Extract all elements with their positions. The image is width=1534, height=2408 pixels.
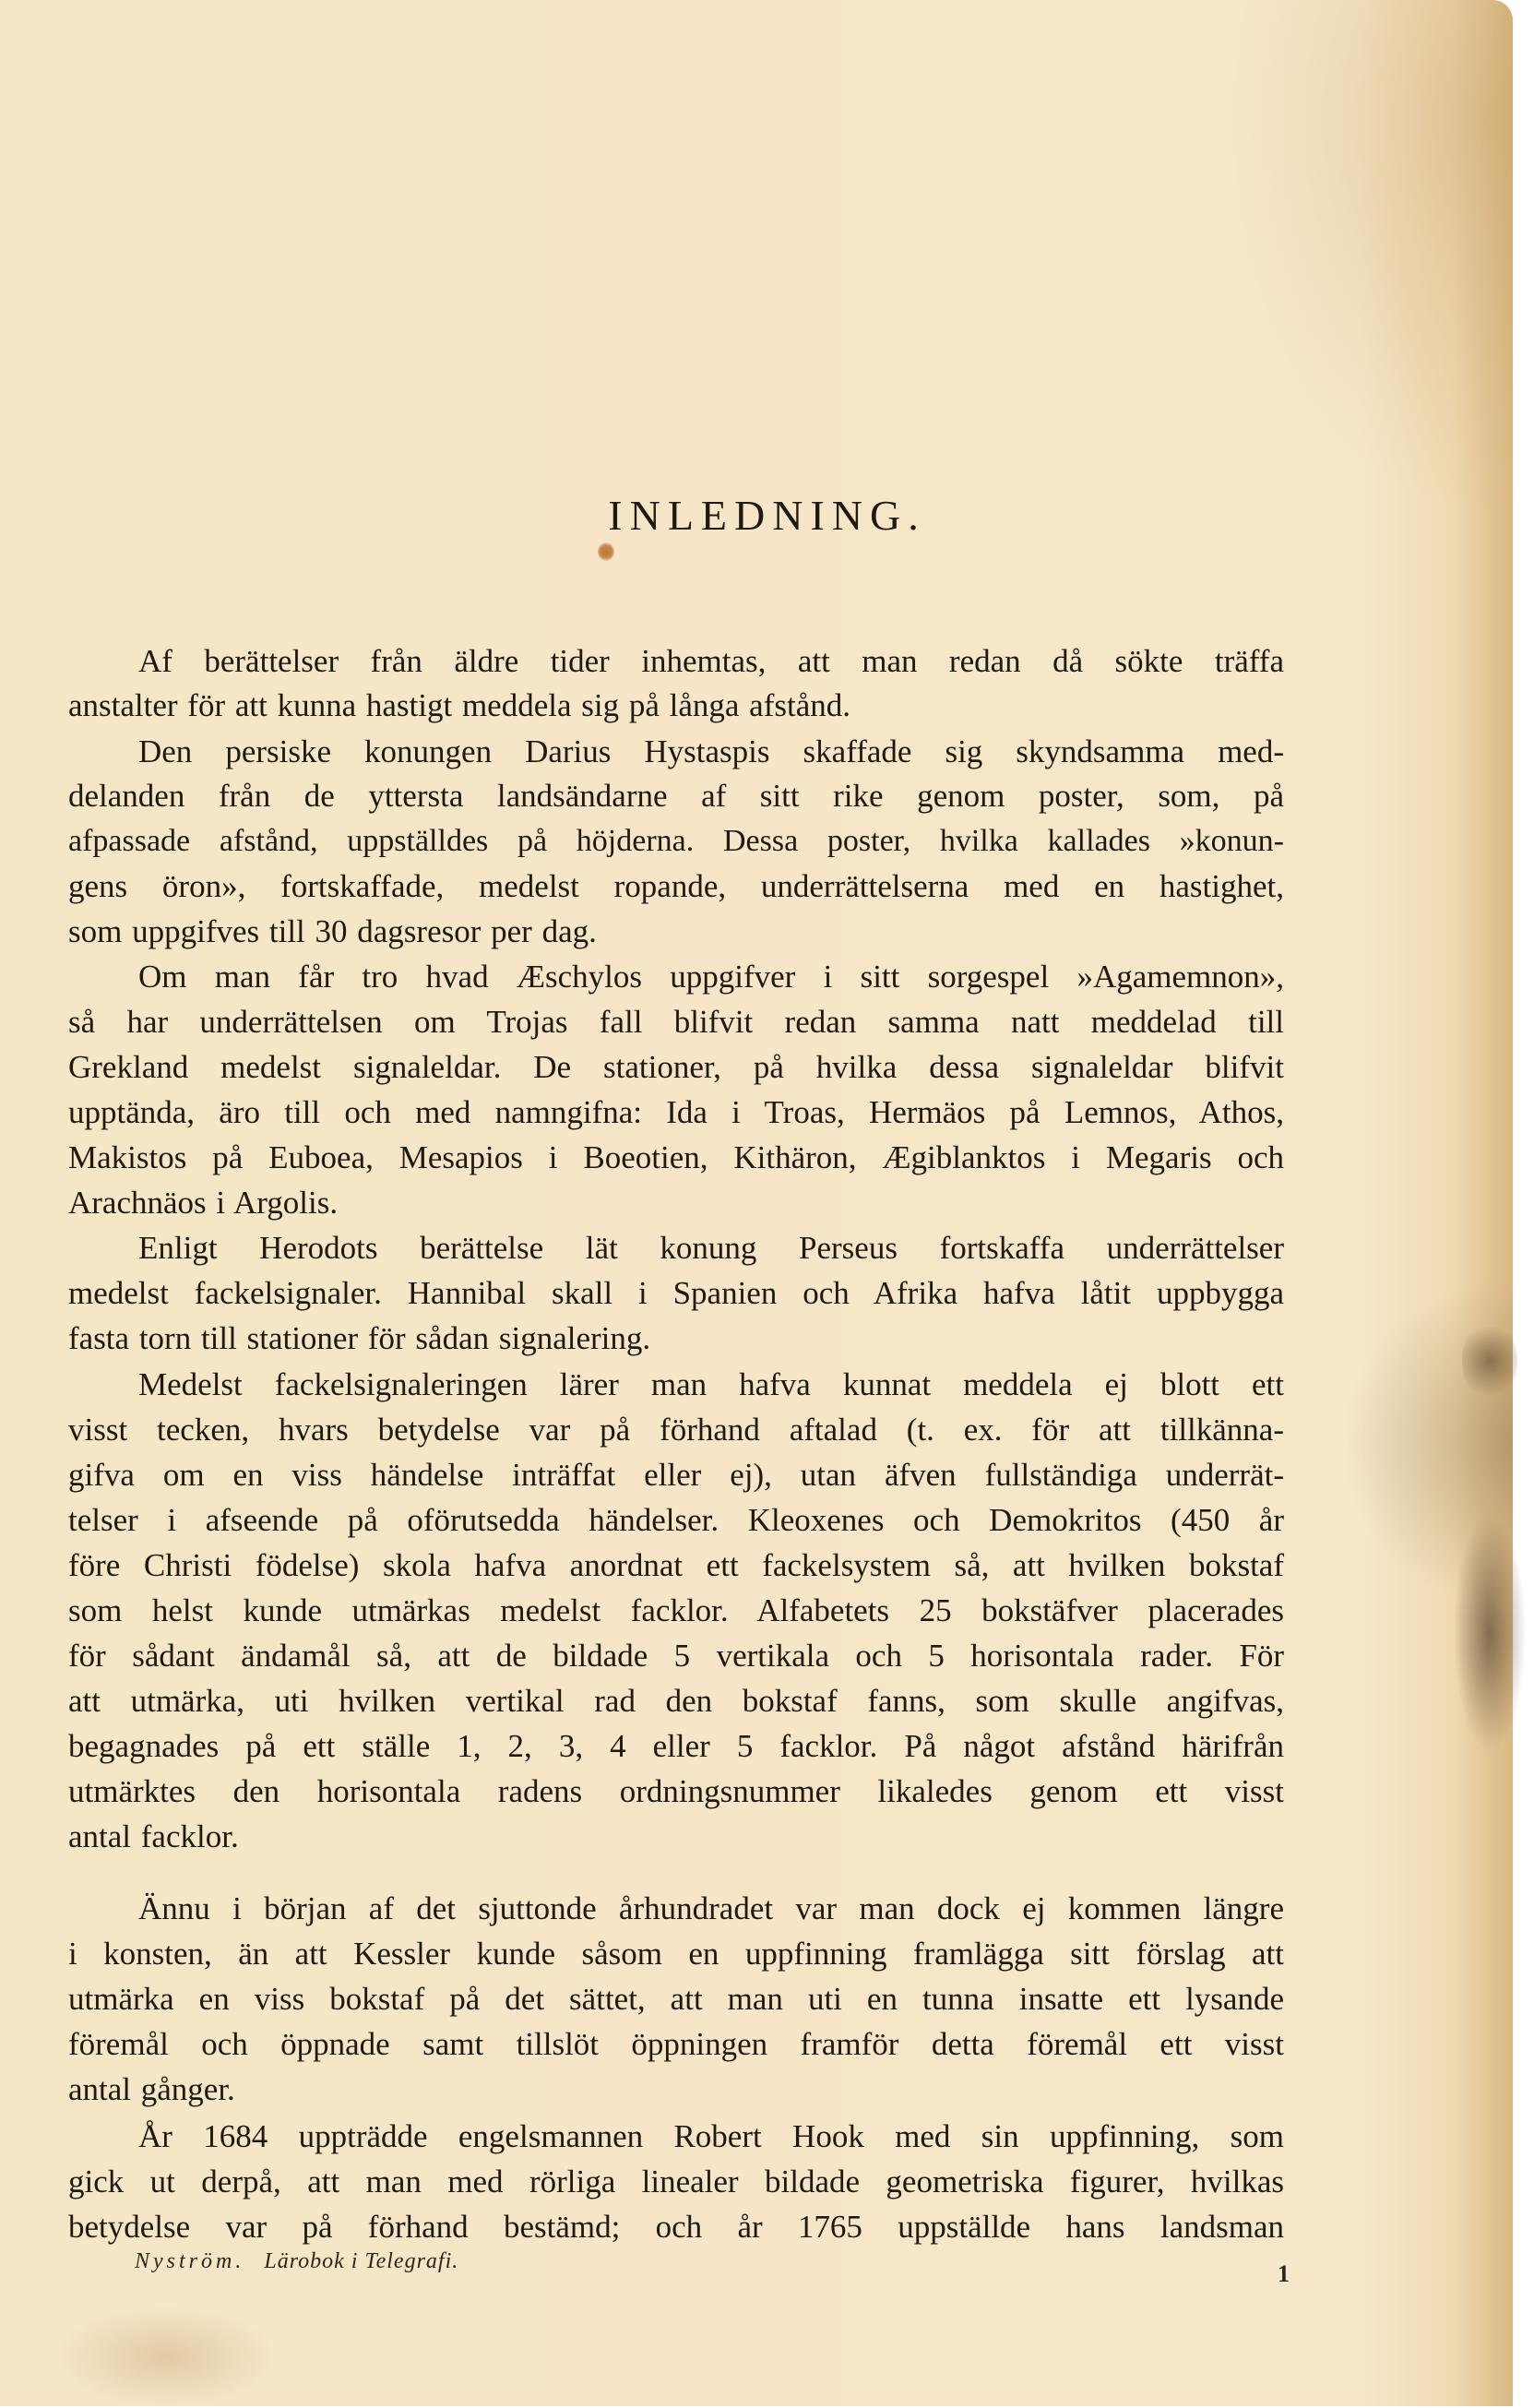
text-line: delanden från de yttersta landsändarne af sitt rike genom poster, som, på [68,778,1284,814]
text-line: i konsten, än att Kessler kunde såsom en uppfinning framlägga sitt förslag att [68,1936,1284,1972]
text-line: Arachnäos i Argolis. [68,1185,339,1221]
text-line: fasta torn till stationer för sådan signalering. [68,1320,651,1356]
text-line: som uppgifves till 30 dagsresor per dag. [68,913,597,949]
text-line: betydelse var på förhand bestämd; och år 1765 uppställde hans landsman [68,2209,1284,2245]
text-line: Af berättelser från äldre tider inhemtas, att man redan då sökte träffa [138,643,1284,679]
text-line: föremål och öppnade samt tillslöt öppningen framför detta föremål ett visst [68,2026,1284,2062]
footer-author: Nyström. [135,2249,245,2273]
text-line: upptända, äro till och med namngifna: Ida i Troas, Hermäos på Lemnos, Athos, [68,1094,1284,1130]
text-line: som helst kunde utmärkas medelst facklor. Alfabetets 25 bokstäfver placerades [68,1592,1284,1628]
text-line: År 1684 uppträdde engelsmannen Robert Hook med sin uppfinning, som [138,2118,1284,2154]
age-stain-right-top [1462,1319,1517,1402]
text-line: att utmärka, uti hvilken vertikal rad den bokstaf fanns, som skulle angifvas, [68,1683,1284,1719]
text-line: så har underrättelsen om Trojas fall blifvit redan samma natt meddelad till [68,1004,1284,1040]
text-line: antal facklor. [68,1818,239,1854]
text-line: Den persiske konungen Darius Hystaspis skaffade sig skyndsamma med- [138,733,1284,769]
text-line: gens öron», fortskaffade, medelst ropande, underrättelserna med en hastighet, [68,868,1284,904]
text-line: medelst fackelsignaler. Hannibal skall i Spanien och Afrika hafva låtit uppbygga [68,1275,1284,1311]
text-line: begagnades på ett ställe 1, 2, 3, 4 eller 5 facklor. På något afstånd härifrån [68,1728,1284,1764]
text-line: utmärka en viss bokstaf på det sättet, att man uti en tunna insatte ett lysande [68,1981,1284,2017]
text-line: före Christi födelse) skola hafva anordnat ett fackelsystem så, att hvilken bokstaf [68,1547,1284,1583]
text-line: för sådant ändamål så, att de bildade 5 vertikala och 5 horisontala rader. För [68,1638,1284,1674]
text-line: Enligt Herodots berättelse lät konung Perseus fortskaffa underrättelser [138,1230,1284,1266]
text-line: Ännu i början af det sjuttonde århundradet var man dock ej kommen längre [138,1890,1284,1926]
text-line: gifva om en viss händelse inträffat eller ej), utan äfven fullständiga underrät- [68,1457,1284,1493]
page-number: 1 [1278,2260,1290,2287]
footer-book-title: Lärobok i Telegrafi. [264,2249,459,2273]
text-line: gick ut derpå, att man med rörliga linealer bildade geometriska figurer, hvilkas [68,2164,1284,2199]
age-stain-right-bottom [1453,1513,1527,1753]
text-line: visst tecken, hvars betydelse var på förhand aftalad (t. ex. för att tillkänna- [68,1412,1284,1448]
text-line: afpassade afstånd, uppställdes på höjderna. Dessa poster, hvilka kallades »konun- [68,824,1284,858]
running-footer [135,2249,458,2274]
rust-spot [598,542,614,561]
text-line: utmärktes den horisontala radens ordningsnummer likaledes genom ett visst [68,1773,1284,1809]
text-line: anstalter för att kunna hastigt meddela sig på långa afstånd. [68,687,851,723]
chapter-title: INLEDNING. [608,492,926,539]
text-line: telser i afseende på oförutsedda händelser. Kleoxenes och Demokritos (450 år [68,1502,1284,1538]
text-line: antal gånger. [68,2071,235,2107]
text-line: Medelst fackelsignaleringen lärer man hafva kunnat meddela ej blott ett [138,1366,1284,1402]
text-line: Grekland medelst signaleldar. De stationer, på hvilka dessa signaleldar blifvit [68,1049,1284,1085]
text-line: Makistos på Euboea, Mesapios i Boeotien, Kithäron, Ægiblanktos i Megaris och [68,1139,1284,1175]
text-line: Om man får tro hvad Æschylos uppgifver i sitt sorgespel »Agamemnon», [138,959,1284,995]
age-stain-bottom-left [55,2307,277,2408]
